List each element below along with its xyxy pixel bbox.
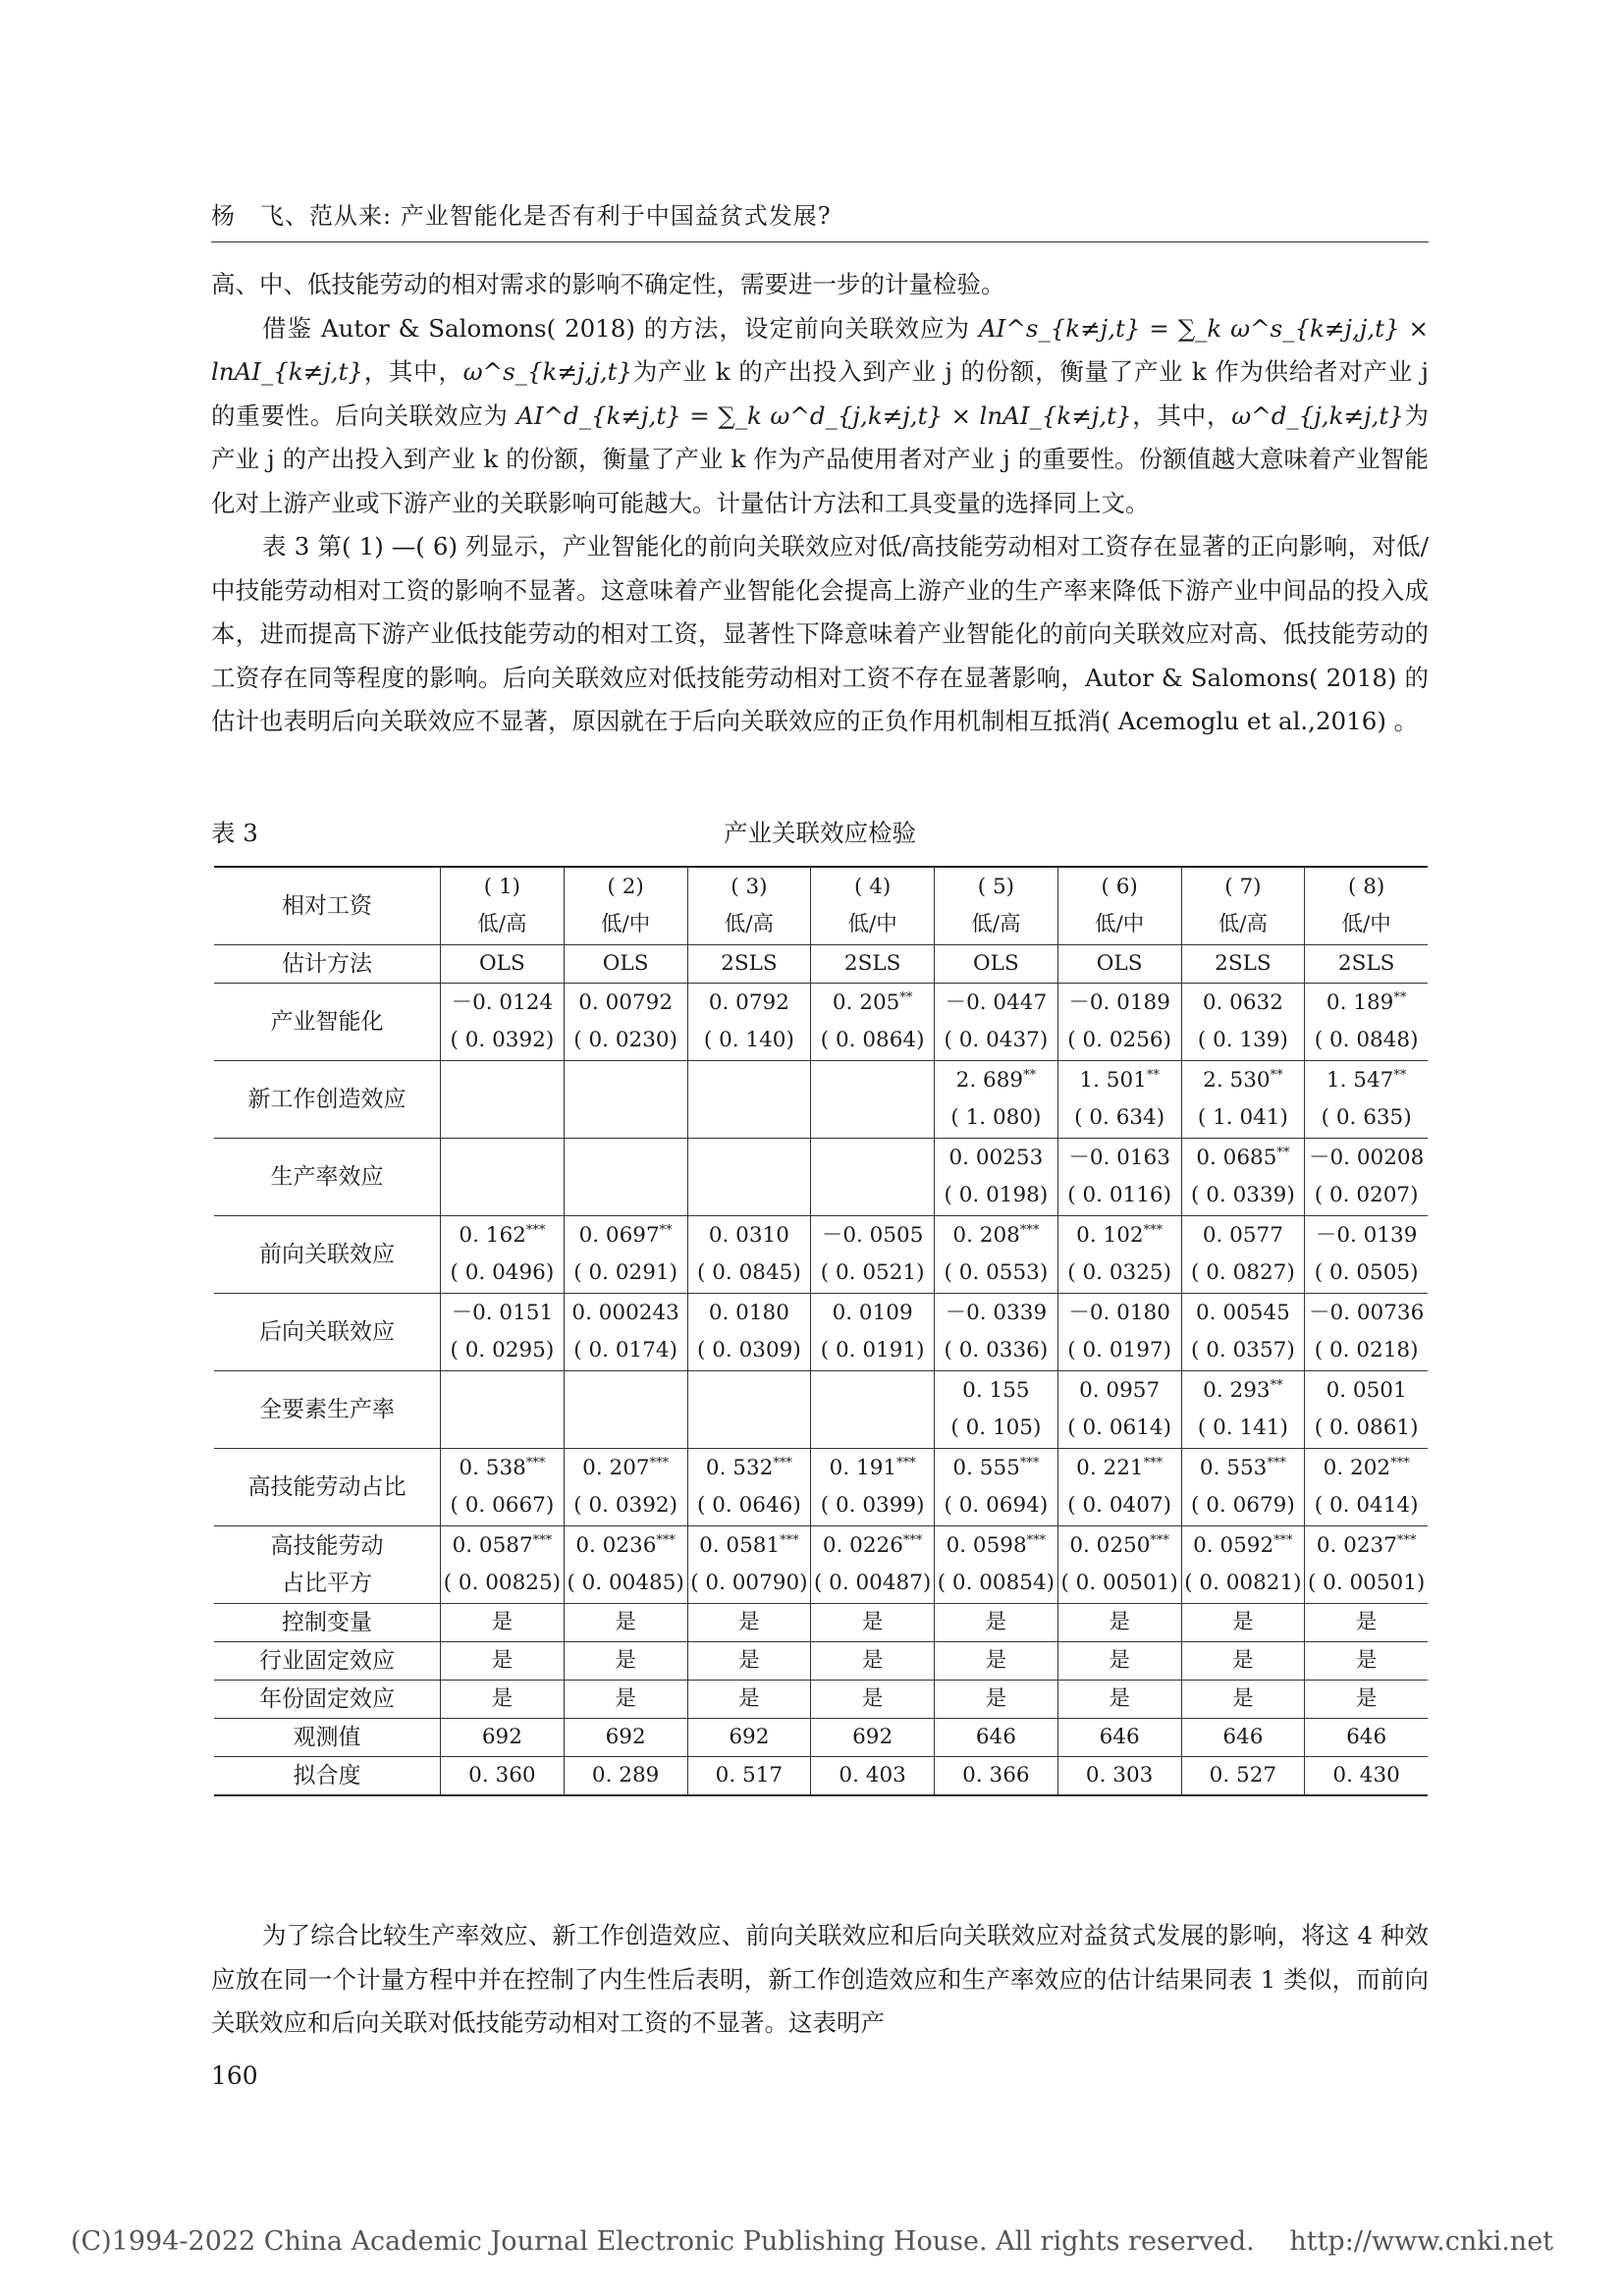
value-cell: 是 [1181,1681,1305,1719]
backward-linkage-formula: AI^d_{k≠j,t} = ∑_k ω^d_{j,k≠j,t} × lnAI_{k≠j,t} [516,400,1132,430]
coef-cell [811,1371,935,1449]
column-header: ( 8) 低/中 [1305,867,1428,945]
value-cell: 0. 360 [441,1757,565,1796]
value-cell: 是 [687,1604,811,1642]
value-cell: 是 [1305,1681,1428,1719]
value-cell: 是 [1181,1604,1305,1642]
table-row [214,1449,1428,1526]
method-cell: 2SLS [811,945,935,984]
table-row [214,1757,1428,1796]
row-label: 高技能劳动占比 [214,1449,441,1526]
column-header: ( 5) 低/高 [935,867,1058,945]
value-cell: 0. 303 [1057,1757,1181,1796]
row-label: 生产率效应 [214,1139,441,1216]
row-label: 产业智能化 [214,984,441,1061]
coef-cell: －0. 0124 ( 0. 0392) [441,984,565,1061]
page-number: 160 [211,2061,258,2090]
regression-table [214,866,1428,1796]
column-header: ( 6) 低/中 [1057,867,1181,945]
coef-cell: 0. 532*** ( 0. 0646) [687,1449,811,1526]
value-cell: 646 [1305,1719,1428,1757]
coef-cell: 0. 553*** ( 0. 0679) [1181,1449,1305,1526]
coef-cell: 0. 0180 ( 0. 0309) [687,1294,811,1371]
row-label: 前向关联效应 [214,1216,441,1294]
coef-cell: 0. 208*** ( 0. 0553) [935,1216,1058,1294]
table-row [214,1681,1428,1719]
coef-cell: －0. 0139 ( 0. 0505) [1305,1216,1428,1294]
coef-cell: 0. 0697** ( 0. 0291) [564,1216,687,1294]
column-header: ( 3) 低/高 [687,867,811,945]
value-cell: 692 [687,1719,811,1757]
coef-cell: 0. 0957 ( 0. 0614) [1057,1371,1181,1449]
value-cell: 692 [811,1719,935,1757]
coef-cell: 0. 0592*** ( 0. 00821) [1181,1526,1305,1604]
value-cell: 0. 517 [687,1757,811,1796]
coef-cell: －0. 00736 ( 0. 0218) [1305,1294,1428,1371]
table-row [214,1642,1428,1681]
value-cell: 是 [564,1604,687,1642]
value-cell: 是 [1057,1642,1181,1681]
row-label: 观测值 [214,1719,441,1757]
coef-cell: 0. 0237*** ( 0. 00501) [1305,1526,1428,1604]
method-cell: OLS [935,945,1058,984]
body-text-bottom [211,1914,1429,2046]
column-header: ( 2) 低/中 [564,867,687,945]
column-header: ( 7) 低/高 [1181,867,1305,945]
coef-cell: 0. 191*** ( 0. 0399) [811,1449,935,1526]
value-cell: 是 [441,1681,565,1719]
value-cell: 646 [935,1719,1058,1757]
running-header: 杨 飞、范从来: 产业智能化是否有利于中国益贫式发展? [211,202,832,230]
value-cell: 是 [441,1642,565,1681]
value-cell: 是 [811,1604,935,1642]
coef-cell [564,1061,687,1139]
coef-cell: 0. 293** ( 0. 141) [1181,1371,1305,1449]
coef-cell: 0. 00253 ( 0. 0198) [935,1139,1058,1216]
value-cell: 是 [935,1642,1058,1681]
coef-cell: －0. 00208 ( 0. 0207) [1305,1139,1428,1216]
corner-cell: 相对工资 [214,867,441,945]
value-cell: 0. 366 [935,1757,1058,1796]
table-row [214,1294,1428,1371]
value-cell: 是 [564,1642,687,1681]
coef-cell: 0. 0250*** ( 0. 00501) [1057,1526,1181,1604]
coef-cell: 2. 689** ( 1. 080) [935,1061,1058,1139]
forward-linkage-formula: AI^s_{k≠j,t} = ∑_k ω^s_{k≠j,j,t} × lnAI_{k≠j,t} [211,313,1429,386]
coef-cell [811,1139,935,1216]
method-cell: OLS [441,945,565,984]
value-cell: 是 [1057,1604,1181,1642]
table-row [214,1719,1428,1757]
row-label: 新工作创造效应 [214,1061,441,1139]
value-cell: 是 [1057,1681,1181,1719]
column-header: ( 4) 低/中 [811,867,935,945]
method-row [214,945,1428,984]
value-cell: 是 [935,1604,1058,1642]
table-row [214,1526,1428,1604]
coef-cell: －0. 0447 ( 0. 0437) [935,984,1058,1061]
coef-cell: 0. 207*** ( 0. 0392) [564,1449,687,1526]
value-cell: 是 [1181,1642,1305,1681]
coef-cell: 0. 0109 ( 0. 0191) [811,1294,935,1371]
table-row [214,1061,1428,1139]
coef-cell [441,1371,565,1449]
coef-cell: 0. 00545 ( 0. 0357) [1181,1294,1305,1371]
intro-paragraph: 高、中、低技能劳动的相对需求的影响不确定性，需要进一步的计量检验。 [211,270,1005,298]
coef-cell: －0. 0180 ( 0. 0197) [1057,1294,1181,1371]
coef-cell: 0. 0792 ( 0. 140) [687,984,811,1061]
coef-cell [441,1139,565,1216]
value-cell: 0. 430 [1305,1757,1428,1796]
coef-cell: －0. 0339 ( 0. 0336) [935,1294,1058,1371]
copyright-line: (C)1994-2022 China Academic Journal Electronic Publishing House. All rights reserved. http://www.cnki.net [70,2226,1554,2257]
table-row [214,984,1428,1061]
value-cell: 0. 527 [1181,1757,1305,1796]
row-label: 行业固定效应 [214,1642,441,1681]
header-rule [211,241,1429,242]
coef-cell: 1. 501** ( 0. 634) [1057,1061,1181,1139]
value-cell: 是 [935,1681,1058,1719]
coef-cell: 0. 102*** ( 0. 0325) [1057,1216,1181,1294]
value-cell: 0. 289 [564,1757,687,1796]
value-cell: 692 [441,1719,565,1757]
coef-cell [564,1371,687,1449]
coef-cell: 0. 00792 ( 0. 0230) [564,984,687,1061]
coef-cell: 0. 0226*** ( 0. 00487) [811,1526,935,1604]
row-label: 估计方法 [214,945,441,984]
value-cell: 是 [687,1681,811,1719]
coef-cell: －0. 0189 ( 0. 0256) [1057,984,1181,1061]
omega-s-symbol: ω^s_{k≠j,j,t} [462,357,633,386]
method-cell: 2SLS [1181,945,1305,984]
coef-cell [687,1139,811,1216]
value-cell: 是 [564,1681,687,1719]
coef-cell: 0. 205** ( 0. 0864) [811,984,935,1061]
coef-cell: －0. 0505 ( 0. 0521) [811,1216,935,1294]
coef-cell: 0. 0310 ( 0. 0845) [687,1216,811,1294]
method-cell: OLS [564,945,687,984]
coef-cell: －0. 0163 ( 0. 0116) [1057,1139,1181,1216]
value-cell: 646 [1181,1719,1305,1757]
coef-cell: －0. 0151 ( 0. 0295) [441,1294,565,1371]
method-cell: 2SLS [1305,945,1428,984]
row-label: 后向关联效应 [214,1294,441,1371]
table-row [214,1216,1428,1294]
coef-cell [811,1061,935,1139]
table-caption [211,815,1429,854]
value-cell: 是 [811,1681,935,1719]
results-paragraph: 表 3 第( 1) —( 6) 列显示，产业智能化的前向关联效应对低/高技能劳动相对工资存在显著的正向影响，对低/中技能劳动相对工资的影响不显著。这意味着产业智能化会提高上游产业的生产率来降低下游产业中间品的投入成本，进而提高下游产业低技能劳动的相对工资，显著性下降意味着产业智能化的前向关联效应对高、低技能劳动的工资存在同等程度的影响。后向关联效应对低技能劳动相对工资不存在显著影响，Autor & Salomons( 2018) 的估计也表明后向关联效应不显著，原因就在于后向关联效应的正负作用机制相互抵消( Acemoglu et al.,2016) 。 [211,532,1429,735]
header-row [214,867,1428,945]
value-cell: 是 [1305,1642,1428,1681]
method-paragraph: 借鉴 Autor & Salomons( 2018) 的方法，设定前向关联效应为 AI^s_{k≠j,t} = ∑_k ω^s_{k≠j,j,t} × lnAI_{k≠j,t}，其中，ω^s_{k≠j,j,t}为产业 k 的产出投入到产业 j 的份额，衡量了产业 k 作为供给者对产业 j 的重要性。后向关联效应为 AI^d_{k≠j,t} = ∑_k ω^d_{j,k≠j,t} × lnAI_{k≠j,t}，其中，ω^d_{j,k≠j,t}为产业 j 的产出投入到产业 k 的份额，衡量了产业 k 作为产品使用者对产业 j 的重要性。份额值越大意味着产业智能化对上游产业或下游产业的关联影响可能越大。计量估计方法和工具变量的选择同上文。 [211,313,1430,517]
coef-cell [441,1061,565,1139]
column-header: ( 1) 低/高 [441,867,565,945]
coef-cell: 0. 0598*** ( 0. 00854) [935,1526,1058,1604]
row-label: 控制变量 [214,1604,441,1642]
coef-cell: 0. 221*** ( 0. 0407) [1057,1449,1181,1526]
value-cell: 692 [564,1719,687,1757]
coef-cell: 2. 530** ( 1. 041) [1181,1061,1305,1139]
table-label: 表 3 [211,819,258,847]
coef-cell [687,1061,811,1139]
coef-cell: 0. 0685** ( 0. 0339) [1181,1139,1305,1216]
coef-cell: 1. 547** ( 0. 635) [1305,1061,1428,1139]
coef-cell: 0. 202*** ( 0. 0414) [1305,1449,1428,1526]
coef-cell [687,1371,811,1449]
coef-cell: 0. 0501 ( 0. 0861) [1305,1371,1428,1449]
coef-cell: 0. 0581*** ( 0. 00790) [687,1526,811,1604]
coef-cell: 0. 555*** ( 0. 0694) [935,1449,1058,1526]
value-cell: 0. 403 [811,1757,935,1796]
value-cell: 是 [441,1604,565,1642]
coef-cell: 0. 162*** ( 0. 0496) [441,1216,565,1294]
comparison-paragraph: 为了综合比较生产率效应、新工作创造效应、前向关联效应和后向关联效应对益贫式发展的影响，将这 4 种效应放在同一个计量方程中并在控制了内生性后表明，新工作创造效应和生产率效应的估计结果同表 1 类似，而前向关联效应和后向关联对低技能劳动相对工资的不显著。这表明产 [211,1921,1429,2037]
coef-cell: 0. 0587*** ( 0. 00825) [441,1526,565,1604]
omega-d-symbol: ω^d_{j,k≠j,t} [1231,400,1404,430]
table-row [214,1604,1428,1642]
coef-cell [564,1139,687,1216]
body-text-top [211,263,1429,744]
row-label: 高技能劳动 占比平方 [214,1526,441,1604]
coef-cell: 0. 0632 ( 0. 139) [1181,984,1305,1061]
row-label: 拟合度 [214,1757,441,1796]
coef-cell: 0. 000243 ( 0. 0174) [564,1294,687,1371]
coef-cell: 0. 538*** ( 0. 0667) [441,1449,565,1526]
row-label: 全要素生产率 [214,1371,441,1449]
method-cell: OLS [1057,945,1181,984]
table-row [214,1371,1428,1449]
method-cell: 2SLS [687,945,811,984]
row-label: 年份固定效应 [214,1681,441,1719]
coef-cell: 0. 155 ( 0. 105) [935,1371,1058,1449]
table-title: 产业关联效应检验 [724,819,916,847]
coef-cell: 0. 0236*** ( 0. 00485) [564,1526,687,1604]
value-cell: 646 [1057,1719,1181,1757]
value-cell: 是 [1305,1604,1428,1642]
coef-cell: 0. 189** ( 0. 0848) [1305,984,1428,1061]
table-row [214,1139,1428,1216]
coef-cell: 0. 0577 ( 0. 0827) [1181,1216,1305,1294]
value-cell: 是 [811,1642,935,1681]
value-cell: 是 [687,1642,811,1681]
